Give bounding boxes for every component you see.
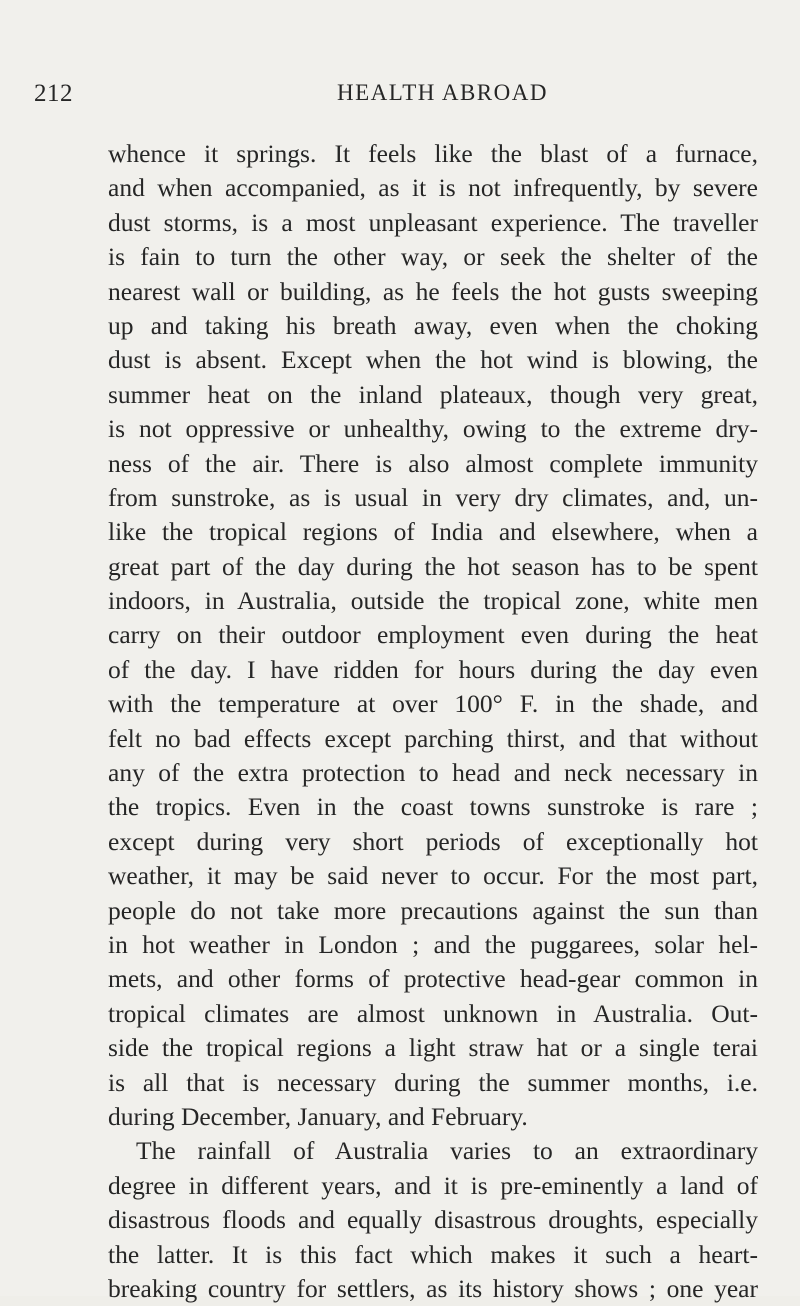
text-line: with the temperature at over 100° F. in the shade, and (108, 689, 758, 719)
text-line: dust storms, is a most unpleasant experience. The traveller (108, 207, 758, 237)
text-line: of the day. I have ridden for hours during the day even (108, 654, 758, 684)
text-line: side the tropical regions a light straw hat or a single terai (108, 1033, 758, 1063)
text-line: like the tropical regions of India and elsewhere, when a (108, 517, 758, 547)
text-line: is not oppressive or unhealthy, owing to the extreme dry- (108, 414, 758, 444)
text-line: people do not take more precautions against the sun than (108, 895, 758, 925)
text-line: weather, it may be said never to occur. For the most part, (108, 861, 758, 891)
text-line: up and taking his breath away, even when the choking (108, 310, 758, 340)
text-line: disastrous floods and equally disastrous droughts, especially (108, 1205, 758, 1235)
text-line: carry on their outdoor employment even during the heat (108, 620, 758, 650)
text-line: ness of the air. There is also almost complete immunity (108, 448, 758, 478)
running-title: HEALTH ABROAD (337, 80, 548, 105)
text-line: any of the extra protection to head and neck necessary in (108, 758, 758, 788)
text-line: whence it springs. It feels like the blast of a furnace, (108, 139, 758, 168)
text-line: the latter. It is this fact which makes it such a heart- (108, 1239, 758, 1269)
paragraph-start-line: The rainfall of Australia varies to an extraordinary (136, 1136, 758, 1166)
text-line: from sunstroke, as is usual in very dry climates, and, un- (108, 482, 758, 512)
text-line: the tropics. Even in the coast towns sunstroke is rare ; (108, 792, 758, 822)
page-number: 212 (34, 80, 73, 107)
text-line: mets, and other forms of protective head-gear common in (108, 964, 758, 994)
text-line: and when accompanied, as it is not infrequently, by severe (108, 173, 758, 203)
text-line: dust is absent. Except when the hot wind is blowing, the (108, 345, 758, 375)
text-line: breaking country for settlers, as its history shows ; one year (108, 1273, 758, 1303)
text-line: nearest wall or building, as he feels the hot gusts sweeping (108, 276, 758, 306)
text-line: indoors, in Australia, outside the tropical zone, white men (108, 586, 758, 616)
text-line: tropical climates are almost unknown in Australia. Out- (108, 998, 758, 1028)
text-line: is all that is necessary during the summer months, i.e. (108, 1067, 758, 1097)
paragraph-end-line: during December, January, and February. (108, 1101, 528, 1131)
text-line: summer heat on the inland plateaux, though very great, (108, 379, 758, 409)
running-head (30, 80, 770, 120)
text-line: great part of the day during the hot season has to be spent (108, 551, 758, 581)
text-line: is fain to turn the other way, or seek the shelter of the (108, 242, 758, 272)
text-line: degree in different years, and it is pre-eminently a land of (108, 1170, 758, 1200)
text-line: felt no bad effects except parching thirst, and that without (108, 723, 758, 753)
text-line: in hot weather in London ; and the puggarees, solar hel- (108, 929, 758, 959)
text-line: except during very short periods of exceptionally hot (108, 826, 758, 856)
body-text (108, 137, 758, 1306)
